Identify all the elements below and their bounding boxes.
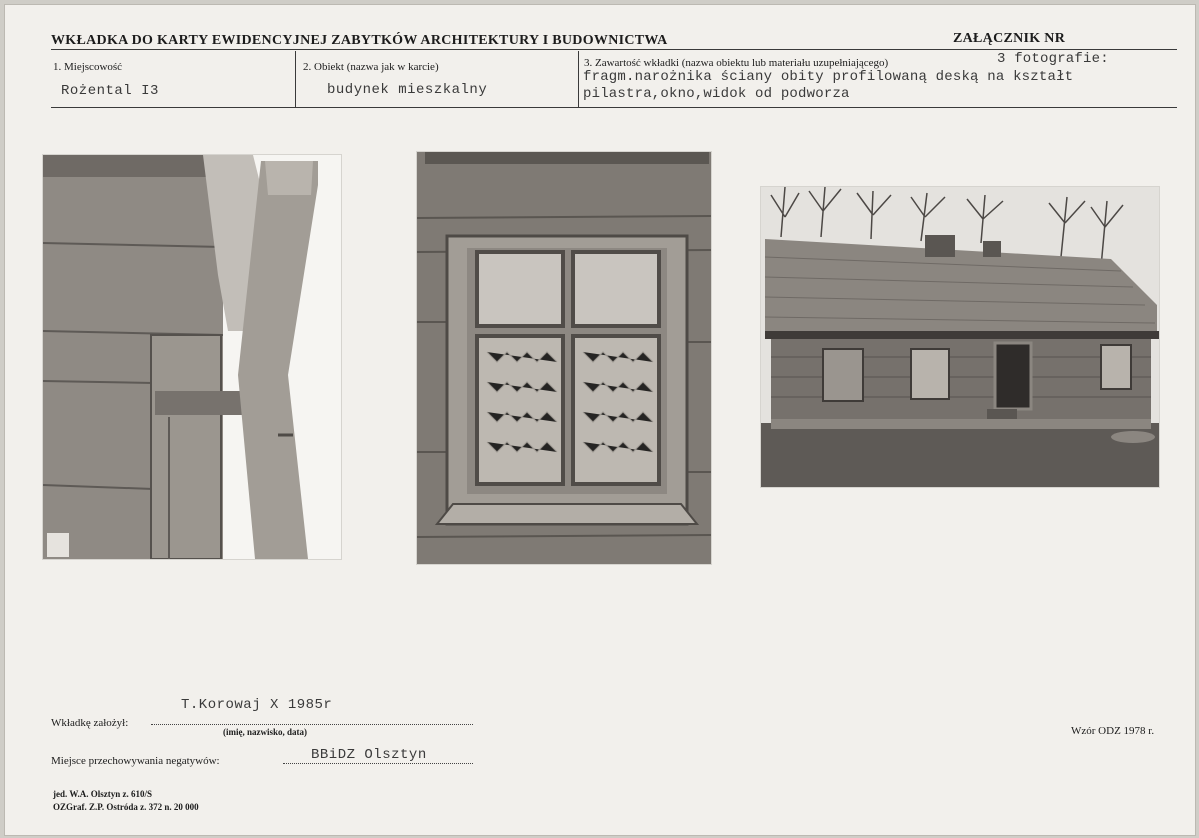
storage-label: Miejsce przechowywania negatywów: [51, 755, 220, 767]
form-title: WKŁADKA DO KARTY EWIDENCYJNEJ ZABYTKÓW ARCHITEKTURY I BUDOWNICTWA [51, 33, 668, 48]
print-code-1: jed. W.A. Olsztyn z. 610/S [53, 789, 153, 799]
table-bottom-rule [51, 107, 1177, 108]
author-line [151, 724, 473, 725]
table-top-rule [51, 49, 1177, 50]
object-label: 2. Obiekt (nazwa jak w karcie) [303, 61, 439, 73]
annex-number-label: ZAŁĄCZNIK NR [953, 31, 1066, 46]
contents-line-2: fragm.narożnika ściany obity profilowaną deską na kształt [583, 69, 1074, 85]
record-sheet [4, 4, 1196, 836]
print-code-2: OZGraf. Z.P. Ostróda z. 372 n. 20 000 [53, 802, 199, 812]
author-value: T.Korowaj X 1985r [181, 697, 333, 713]
contents-label: 3. Zawartość wkładki (nazwa obiektu lub materiału uzupełniającego) [584, 57, 889, 69]
storage-value: BBiDZ Olsztyn [311, 747, 427, 763]
photo-window [417, 152, 711, 564]
storage-line [283, 763, 473, 764]
locality-value: Rożental I3 [61, 83, 159, 99]
table-divider-1 [295, 51, 296, 107]
author-label: Wkładkę założył: [51, 717, 129, 729]
contents-line-3: pilastra,okno,widok od podworza [583, 86, 850, 102]
photo-house-view [761, 187, 1159, 487]
template-mark: Wzór ODZ 1978 r. [1071, 725, 1155, 737]
locality-label: 1. Miejscowość [53, 61, 123, 73]
author-hint: (imię, nazwisko, data) [223, 727, 307, 737]
object-value: budynek mieszkalny [327, 82, 488, 98]
photo-wall-corner [43, 155, 341, 559]
table-divider-2 [578, 51, 579, 107]
contents-line-1: 3 fotografie: [997, 51, 1109, 67]
